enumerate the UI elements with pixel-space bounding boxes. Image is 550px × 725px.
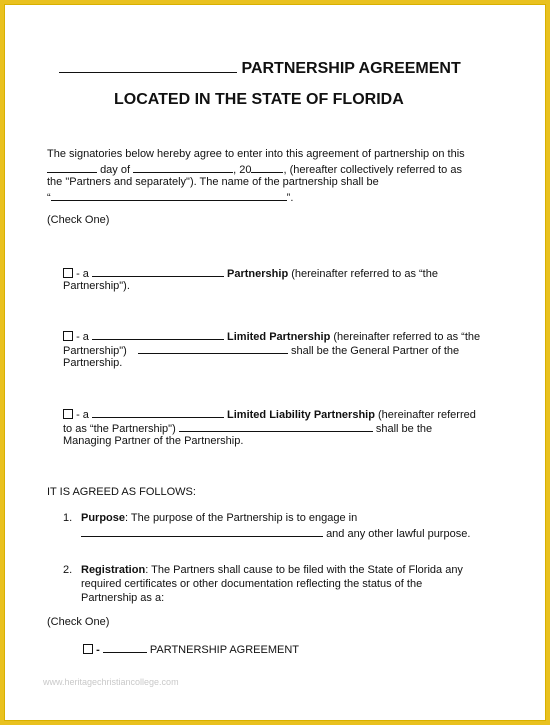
partnership-title-blank[interactable] [51,189,287,201]
intro-line-4: “ ”. [47,189,293,205]
document-page [4,4,546,721]
option-limited-partnership: - a Limited Partnership (hereinafter referred to as “the [63,328,480,344]
item-registration-line-2: required certificates or other documentation reflecting the status of the [81,578,423,590]
month-blank[interactable] [133,161,233,173]
option-partnership-agreement: - PARTNERSHIP AGREEMENT [83,641,299,657]
title-line-2: LOCATED IN THE STATE OF FLORIDA [114,91,404,108]
watermark-text: www.heritagechristiancollege.com [43,677,179,687]
checkbox-limited-partnership[interactable] [63,331,73,341]
option-limited-partnership-line-2: Partnership") shall be the General Partner of the [63,342,459,358]
intro-line-3: the "Partners and separately"). The name of the partnership shall be [47,176,379,188]
general-partner-blank[interactable] [138,342,288,354]
llp-blank[interactable] [92,406,224,418]
check-one-label: (Check One) [47,214,110,226]
title-line-1: PARTNERSHIP AGREEMENT [59,57,461,78]
limited-partnership-blank[interactable] [92,328,224,340]
check-one-label-2: (Check One) [47,616,110,628]
item-registration: Registration: The Partners shall cause to be filed with the State of Florida any [81,564,463,576]
item-registration-line-3: Partnership as a: [81,592,165,604]
item-registration-num: 2. [63,564,73,576]
option-partnership: - a Partnership (hereinafter referred to as “the [63,265,438,281]
purpose-blank[interactable] [81,525,323,537]
option-llp: - a Limited Liability Partnership (hereinafter referred [63,406,476,422]
agreed-heading: IT IS AGREED AS FOLLOWS: [47,486,196,498]
option-partnership-line-2: Partnership"). [63,280,130,292]
intro-line-2: day of , 20 , (hereafter collectively referred to as [47,161,462,177]
item-purpose-num: 1. [63,512,73,524]
year-blank[interactable] [251,161,283,173]
option-llp-line-2: to as “the Partnership") shall be the [63,420,432,436]
item-purpose-line-2: and any other lawful purpose. [81,525,470,541]
intro-line-1: The signatories below hereby agree to enter into this agreement of partnership on this [47,148,465,160]
partnership-blank[interactable] [92,265,224,277]
checkbox-partnership[interactable] [63,268,73,278]
checkbox-llp[interactable] [63,409,73,419]
item-purpose: Purpose: The purpose of the Partnership is to engage in [81,512,358,524]
option-llp-line-3: Managing Partner of the Partnership. [63,435,244,447]
managing-partner-blank[interactable] [179,420,373,432]
partnership-agreement-blank[interactable] [103,641,147,653]
partnership-name-blank[interactable] [59,57,237,73]
checkbox-partnership-agreement[interactable] [83,644,93,654]
option-limited-partnership-line-3: Partnership. [63,357,123,369]
day-blank[interactable] [47,161,97,173]
